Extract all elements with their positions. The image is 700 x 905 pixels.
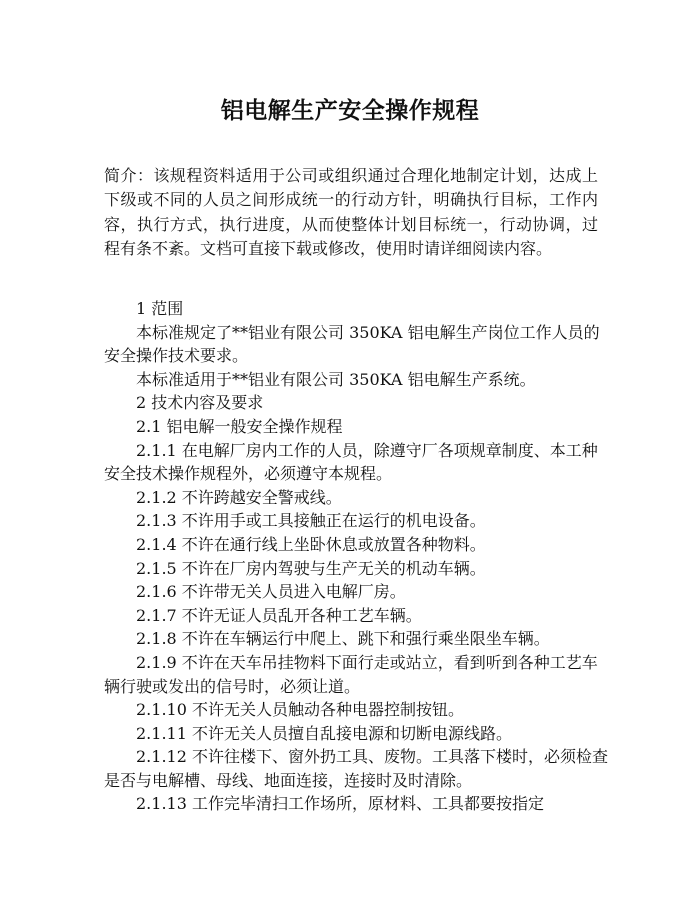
paragraph: 2.1.7 不许无证人员乱开各种工艺车辆。 bbox=[136, 605, 422, 625]
document-title: 铝电解生产安全操作规程 bbox=[220, 97, 480, 124]
paragraph: 2.1 铝电解一般安全操作规程 bbox=[136, 416, 343, 436]
paragraph: 2.1.2 不许跨越安全警戒线。 bbox=[136, 487, 342, 507]
document-body bbox=[104, 297, 612, 816]
paragraph: 2.1.12 不许往楼下、窗外扔工具、废物。工具落下楼时，必须检查是否与电解槽、母线、地面连接，连接时及时清除。 bbox=[104, 747, 608, 790]
paragraph: 2.1.4 不许在通行线上坐卧休息或放置各种物料。 bbox=[136, 534, 486, 554]
intro-paragraph: 简介：该规程资料适用于公司或组织通过合理化地制定计划，达成上下级或不同的人员之间形成统一的行动方针，明确执行目标，工作内容，执行方式，执行进度，从而使整体计划目标统一，行动协调，过程有条不紊。文档可直接下载或修改，使用时请详细阅读内容。 bbox=[104, 166, 598, 259]
paragraph: 2.1.9 不许在天车吊挂物料下面行走或站立，看到听到各种工艺车辆行驶或发出的信号时，必须让道。 bbox=[104, 652, 598, 696]
paragraph: 本标准规定了**铝业有限公司 350KA 铝电解生产岗位工作人员的安全操作技术要求。 bbox=[104, 322, 600, 366]
paragraph: 2.1.13 工作完毕清扫工作场所，原材料、工具都要按指定 bbox=[136, 794, 544, 814]
paragraph: 2.1.8 不许在车辆运行中爬上、跳下和强行乘坐限坐车辆。 bbox=[136, 629, 550, 649]
paragraph: 本标准适用于**铝业有限公司 350KA 铝电解生产系统。 bbox=[136, 369, 536, 389]
paragraph: 2.1.1 在电解厂房内工作的人员，除遵守厂各项规章制度、本工种安全技术操作规程外，必须遵守本规程。 bbox=[104, 440, 598, 484]
paragraph: 2.1.10 不许无关人员触动各种电器控制按钮。 bbox=[136, 700, 464, 720]
paragraph: 2.1.3 不许用手或工具接触正在运行的机电设备。 bbox=[136, 511, 486, 531]
paragraph: 2 技术内容及要求 bbox=[136, 393, 264, 413]
paragraph: 2.1.5 不许在厂房内驾驶与生产无关的机动车辆。 bbox=[136, 558, 486, 578]
paragraph: 2.1.11 不许无关人员擅自乱接电源和切断电源线路。 bbox=[136, 723, 512, 743]
paragraph: 2.1.6 不许带无关人员进入电解厂房。 bbox=[136, 582, 406, 602]
paragraph: 1 范围 bbox=[136, 299, 184, 318]
